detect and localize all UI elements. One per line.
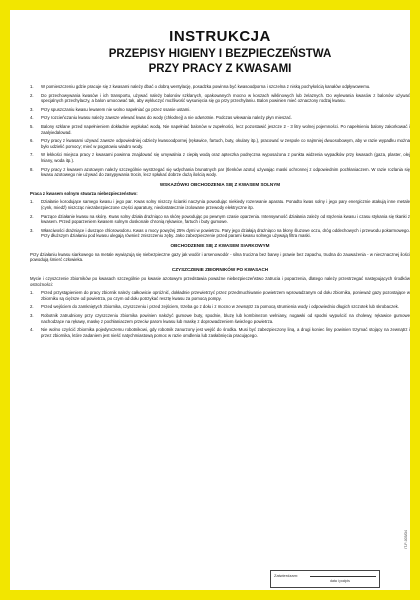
item-number: 3. [30,227,34,233]
item-number: 3. [30,313,34,319]
section-heading-solny: WSKAZÓWKI OBCHODZENIA SIĘ Z KWASEM SOLNYM [159,181,281,187]
list-item [30,152,410,163]
item-number: 3. [30,106,34,112]
list-item [30,313,410,324]
item-number: 1. [30,290,34,296]
item-text: W pomieszczeniu gdzie pracuje się z kwasami należy dbać o dobrą wentylację, posadzka powinna być kwasoodporna i szczelna z niską pochyłością kanałów odpływowemu. [41,84,371,89]
signature-line [310,576,376,577]
list-item [30,124,410,135]
document-body [30,28,410,594]
signature-box [270,570,380,588]
section-heading-zbiorniki: CZYSZCZENIE ZBIORNIKÓW PO KWASACH [171,267,269,273]
list-item [30,199,410,210]
item-text: Parzące działanie kwasu na skórę. Kwas solny działa drażniąco na skórę powodując po pewnym czasie oparzenia. Intensywność działania zależy od stężenia kwasu i czasu stykania się tkanki z kwasem. Przed poparzeniem kwasem solnym doskonale chronią rękawice, fartuch i buty gumowe. [41,213,410,225]
list-item [30,327,410,338]
item-number: 8. [30,166,34,172]
document-subtitle-line1: PRZEPISY HIGIENY I BEZPIECZEŃSTWA [108,48,332,60]
signature-sublabel: data i podpis [330,579,350,583]
item-number: 6. [30,138,34,144]
item-number: 2. [30,304,34,310]
list-item [30,228,410,239]
item-text: Przy rozcieńczaniu kwasu należy zawsze wlewać kwas do wody (chłodnej) a nie odwrotnie. Podczas wlewania należy płyn mieszać. [41,115,293,121]
list-item [30,115,410,121]
item-number: 7. [30,152,34,158]
list-item [30,290,410,301]
section-heading-siarkowy: OBCHODZENIE SIĘ Z KWASEM SIARKOWYM [170,242,270,248]
item-text: Przy pracy z kwasami używać zawsze odpowiedniej odzieży kwasoodpornej (rękawice, fartuch, buty, okulary itp.), pracować w zespole co najmniej dwuosobowym, aby w razie wypadku można było udzielić pomocy; mieć w pogotowiu wiadro wody. [41,138,410,149]
list-item [30,93,410,104]
item-text: Przy spuszczaniu kwasu lewarem nie wolno napełniać go przez ssanie ustami. [41,106,191,112]
list-item [30,304,410,310]
general-rules-list [30,84,410,178]
list-item [30,138,410,149]
item-number: 2. [30,92,34,98]
item-text: Robotnik zatrudniony przy czyszczeniu zbiornika powinien nałożyć gumowe buty, spodnie, bluzę lub kombinezon welniany, nogawki od spodni wypuścić na cholewy, rękawice gumowe nachodzące na rękawy, maskę z pochłaniaczem przeciw parom kwasu lub maskę z doprowadzeniem świeżego powietrza. [41,313,410,324]
item-text: Przed przystąpieniem do pracy zbiornik należy całkowicie opróżnić, dokładnie przewietrzyć przez przedmuchiwanie powietrzem wprowadzanym od dołu zbiornika, ponieważ gazy pozostające w zbiorniku są cięższe od powietrza, po czym od dołu potrzykać resztę kwasu za pomocą pompy. [41,290,410,301]
list-item [30,214,410,225]
list-item [30,167,410,178]
section-lead-zbiorniki: Mycie i czyszczenie zbiorników po kwasach szczególnie po kwasie azotowym przedstawia poważne niebezpieczeństwo zatrucia i poparzenia, dlatego należy przestrzegać następujących środków ostrożności: [30,276,410,287]
list-item [30,107,410,113]
item-text: Balony szklane przed napełnieniem dokładnie wypłukać wodą. Nie napełniać balonów w zupełności, lecz pozostawić jeszcze 2 - 3 litry wolnej pojemności. Po napełnieniu balony zakorkować i zaalyiedalowad. [41,123,410,135]
document-title: INSTRUKCJA [169,28,271,45]
item-text: Do przechowywania kwasów i ich transportu, używać należy balonów szklanych, opakowanych mocno w koszach wiklinowych lub żelaznych. Do wylewania kwasów z balonów używać specjalnych przechylaczy, a balon umocować tak, aby wykluczyć możliwość wysunięcia się go przy przechylaniu. Balon powinien mieć oznaczony rodzaj kwasu. [41,92,410,104]
item-number: 1. [30,84,34,89]
section-text-siarkowy: Przy działaniu kwasu siarkowego na metale wywiązują się niebezpieczne gazy jak wodór i arsenowodór - silna trucizna bez barwy i prawie bez zapachu, trudna do zauważenia - w niecznacznej ilości powodują śmierć człowieka. [30,251,410,263]
item-text: W lekkości miejsca pracy z kwasami powinna znajdować się umywalnia z ciepłą wodą oraz apteczka podręczna wyposażona z punkta widzenia wypadków przy kwasach (gaza, plaster, olej lniany, woda itp.). [41,152,410,163]
item-text: Nie wolno czyścić zbiornika pojedynczemu robotnikowi, gdy robotnik zanurzony jest wejść do środka. Musi być zabezpieczony liną, a drugi koniec liny powinien trzymać stojący na zewnątrz i przez zbiornika, które zadaniem jest nieść natychmiastową pomoc w razie omdlenia lub zasłabnięcia pracującego. [41,327,410,338]
item-number: 2. [30,213,34,219]
document-subtitle-line2: PRZY PRACY Z KWASAMI [148,63,292,75]
item-number: 4. [30,115,34,121]
signature-label: Zatwierdzam: [274,573,299,578]
item-number: 5. [30,123,34,129]
list-item [30,84,410,90]
item-number: 4. [30,327,34,333]
item-number: 1. [30,199,34,205]
item-text: Przed wejściem do zamkniętych zbiornika, czyszczeniu i przed zejściem, trzeba go z dołu i z mocno w zewnątrz za pomocą strumienia wody i odpowiednio długich szczotek lub skrobaczek. [41,304,399,310]
document-code: IT-P-005/D4 [404,530,408,549]
section-lead-solny: Praca z kwasem solnym stwarza niebezpieczeństwo: [30,190,138,196]
item-text: Własciwości drażniące i duszące chlorowodoru. Kwas o mocy powyżej 25% dymi w powietrzu. Pary jego działają drażniąco na błony śluzowe oczu, dróg oddechowych i przewodu pokarmowego. Przy dłuższym działaniu pod kwasu ulegają również zniszczeniu zęby. Jako zabezpieczenie przed parami kwasu solnego używają filtra maski. [41,227,410,239]
item-text: Działanie korodujące samego kwasu i jego par. Kwas solny niszczy ścianki naczynia powodując niekiedy rozerwanie aparatu. Ponadto kwas solny i jego pary energicznie atakują inne metale (cynk, miedź) niszcząc niezabezpieczone części aparatury, niedostatecznie izolowane przewody elektryczne itp. [41,199,410,210]
item-text: Przy pracy z kwasem azotowym należy szczególnie wystrzegać się wdychania brunatnych par (tlenków azotu) używając maski ochronnej z odpowiednim pochłaniaczem. W razie rozlania się kwasu azotowego nie używać do zasypywania trocin, lecz spłukać dobrze dużą ilością wody. [41,166,410,178]
